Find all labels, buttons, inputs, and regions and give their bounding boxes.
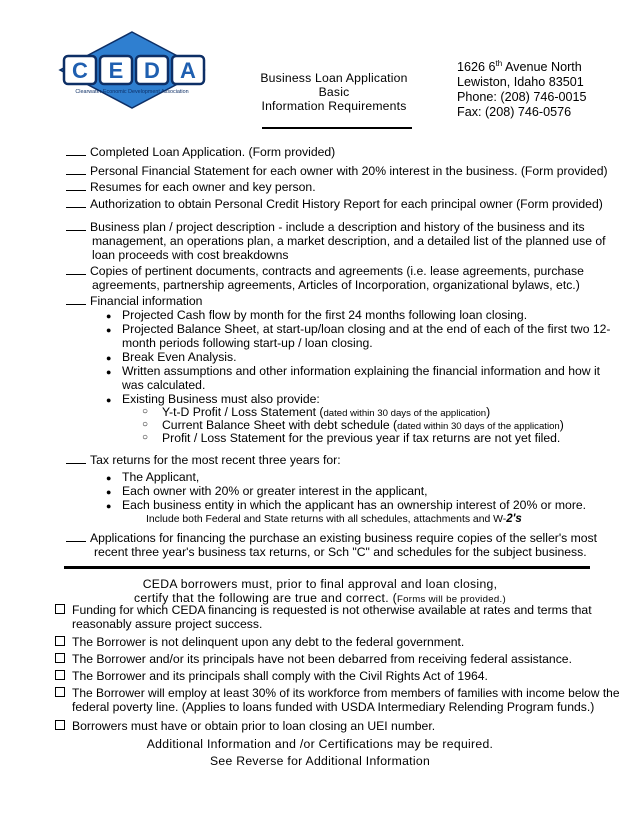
- certify-heading-line-2: certify that the following are true and correct. (Forms will be provided.): [134, 591, 506, 605]
- financial-item-4: Written assumptions and other information explaining the financial information and how it: [122, 364, 601, 378]
- checklist-item-5: Business plan / project description - include a description and history of the business and its: [66, 220, 585, 234]
- tax-item-3: Each business entity in which the applicant has an ownership interest of 20% or more.: [122, 498, 587, 512]
- checkbox-icon: [55, 653, 65, 663]
- financial-item-1: Projected Cash flow by month for the first 24 months following loan closing.: [122, 308, 528, 322]
- circle-bullet-icon: ○: [142, 406, 149, 417]
- financial-item-4-line-2: was calculated.: [122, 378, 206, 392]
- certify-heading-line-1: CEDA borrowers must, prior to final approval and loan closing,: [142, 577, 498, 591]
- logo-letter-e: E: [108, 58, 124, 83]
- circle-bullet-icon: ○: [142, 419, 149, 430]
- financial-item-5: Existing Business must also provide:: [122, 392, 320, 406]
- checklist-item-7: Financial information: [66, 294, 202, 308]
- financial-item-3: Break Even Analysis.: [122, 350, 237, 364]
- footer-line-1: Additional Information and /or Certifications may be required.: [146, 737, 494, 751]
- checklist-item-6: Copies of pertinent documents, contracts and agreements (i.e. lease agreements, purchase: [66, 264, 584, 278]
- checklist-item-4: Authorization to obtain Personal Credit History Report for each principal owner (Form provided): [66, 197, 603, 211]
- existing-business-item-1: Y-t-D Profit / Loss Statement (dated within 30 days of the application): [162, 405, 491, 419]
- certify-item-6: Borrowers must have or obtain prior to loan closing an UEI number.: [72, 719, 436, 733]
- checklist-item-6-line-2: agreements, partnership agreements, Articles of Incorporation, organizational bylaws, etc.): [92, 278, 580, 292]
- certify-item-4: The Borrower and its principals shall comply with the Civil Rights Act of 1964.: [72, 669, 488, 683]
- certify-item-2: The Borrower is not delinquent upon any debt to the federal government.: [72, 635, 465, 649]
- checkbox-icon: [55, 670, 65, 680]
- title-line-1: Business Loan Application: [260, 71, 408, 85]
- logo-subtitle: Clearwater Economic Development Association: [75, 89, 189, 95]
- checklist-item-8: Tax returns for the most recent three years for:: [66, 453, 341, 467]
- certify-item-3: The Borrower and/or its principals have not been debarred from receiving federal assistance.: [72, 652, 572, 666]
- logo-letter-d: D: [144, 58, 160, 83]
- bullet-icon: ●: [106, 487, 112, 497]
- checkbox-icon: [55, 687, 65, 697]
- existing-business-item-3: Profit / Loss Statement for the previous year if tax returns are not yet filed.: [162, 431, 561, 445]
- tax-note: Include both Federal and State returns with all schedules, attachments and W-2's: [146, 513, 522, 525]
- certify-item-1: Funding for which CEDA financing is requested is not otherwise available at rates and terms that: [72, 603, 592, 617]
- address-street: 1626 6th Avenue North: [457, 59, 582, 75]
- bullet-icon: ●: [106, 473, 112, 483]
- bullet-icon: ●: [106, 311, 112, 321]
- checkbox-icon: [55, 604, 65, 614]
- bullet-icon: ●: [106, 353, 112, 363]
- bullet-icon: ●: [106, 395, 112, 405]
- checklist-item-9: Applications for financing the purchase an existing business require copies of the seller's most: [66, 531, 597, 545]
- address-fax: Fax: (208) 746-0576: [457, 105, 572, 120]
- circle-bullet-icon: ○: [142, 432, 149, 443]
- section-divider: [64, 566, 590, 569]
- bullet-icon: ●: [106, 325, 112, 335]
- ceda-logo: [56, 30, 208, 110]
- bullet-icon: ●: [106, 501, 112, 511]
- checklist-item-1: Completed Loan Application. (Form provided): [66, 145, 335, 159]
- checklist-item-9-line-2: recent three year's business tax returns, or Sch "C" and schedules for the subject business.: [94, 545, 587, 559]
- certify-item-1-line-2: reasonably assure project success.: [72, 617, 263, 631]
- title-line-2: Basic: [318, 85, 350, 99]
- financial-item-2-line-2: month periods following start-up / loan closing.: [122, 336, 373, 350]
- logo-letter-a: A: [180, 58, 196, 83]
- title-line-3: Information Requirements: [261, 99, 407, 113]
- tax-item-2: Each owner with 20% or greater interest in the applicant,: [122, 484, 428, 498]
- checklist-item-3: Resumes for each owner and key person.: [66, 180, 316, 194]
- bullet-icon: ●: [106, 367, 112, 377]
- address-city: Lewiston, Idaho 83501: [457, 75, 584, 90]
- title-underline: [262, 127, 412, 129]
- existing-business-item-2: Current Balance Sheet with debt schedule (dated within 30 days of the application): [162, 418, 564, 432]
- logo-letter-c: C: [72, 58, 88, 83]
- document-title: [236, 71, 432, 113]
- financial-item-2: Projected Balance Sheet, at start-up/loan closing and at the end of each of the first two 12-: [122, 322, 611, 336]
- certify-item-5: The Borrower will employ at least 30% of its workforce from members of families with income below the: [72, 686, 620, 700]
- footer-line-2: See Reverse for Additional Information: [209, 754, 431, 768]
- tax-item-1: The Applicant,: [122, 470, 200, 484]
- checklist-item-5-line-3: loan proceeds with cost breakdowns: [92, 248, 289, 262]
- certify-item-5-line-2: federal poverty line. (Applies to loans funded with USDA Intermediary Relending Program funds.): [72, 700, 595, 714]
- checkbox-icon: [55, 720, 65, 730]
- checkbox-icon: [55, 636, 65, 646]
- checklist-item-5-line-2: management, an operations plan, a market description, and a detailed list of the planned use of: [92, 234, 606, 248]
- checklist-item-2: Personal Financial Statement for each owner with 20% interest in the business. (Form provided): [66, 164, 608, 178]
- contact-address: [457, 56, 587, 120]
- address-phone: Phone: (208) 746-0015: [457, 90, 587, 105]
